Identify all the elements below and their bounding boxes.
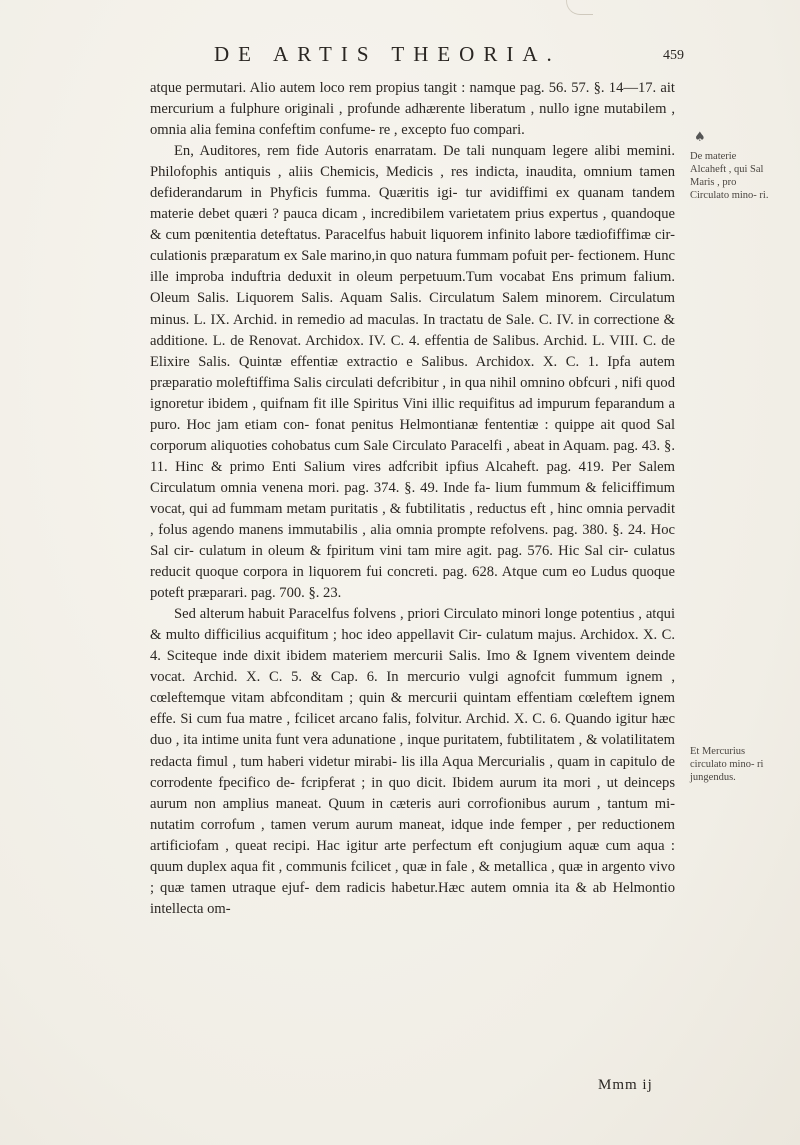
main-text: [150, 78, 675, 920]
running-head: DE ARTIS THEORIA.: [214, 42, 561, 66]
catchword-signature: Mmm ij: [598, 1077, 653, 1093]
paragraph-2: En, Auditores, rem fide Autoris enarratam. De tali nunquam legere alibi memini. Philofophis antiquis , aliis Chemicis, Medicis , res indicta, inaudita, omnium tamen defiderandarum in Phyficis fumma. Quæritis igi- tur avidiffimi ex quanam tandem materie debet quæri ? pauca dicam , incredibilem varietatem prius expertus , quandoque & cum pœnitentia deteftatus. Paracelfus habuit liquorem infinito labore tædiofiffimæ cir- culationis præparatum ex Sale marino,in quo natura fummam pofuit per- fectionem. Hunc ille improba induftria deduxit in oleum perpetuum.Tum vocabat Ens primum falium. Oleum Salis. Liquorem Salis. Aquam Salis. Circulatum Salem minorem. Circulatum minus. L. IX. Archid. in remedio ad maculas. In tractatu de Sale. C. IV. in correctione & additione. L. de Renovat. Archidox. IV. C. 4. effentia de Salibus. Archid. L. VIII. C. de Elixire Salis. Quintæ effentiæ extractio e Salibus. Archidox. X. C. 1. Ipfa autem præparatio moleftiffima Salis circulati defcribitur , in qua nihil omnino obfcuri , nifi quod ignoretur ibidem , quifnam fit ille Spiritus Vini illic requifitus ad impurum feparandum a puro. Hoc jam etiam con- fonat penitus Helmontianæ fententiæ : quippe ait quod Sal corporum aliquoties cohobatus cum Sale Circulato Paracelfi , abeat in Aquam. pag. 43. §. 11. Hinc & primo Enti Salium vires adfcribit ipfius Alcaheft. pag. 419. Per Salem Circulatum omnia venena mori. pag. 374. §. 49. Inde fa- lium fummum & feliciffimum vocat, qui ad fummam metam puritatis , & fubtilitatis , reductus eft , hinc omnia pervadit , folus agendo manens immutabilis , alia omnia prompte refolvens. pag. 380. §. 24. Hoc Sal cir- culatum in oleum & fpiritum vini tam mire agit. pag. 576. Hic Sal cir- culatus reducit quoque corpora in liquorem fui concreti. pag. 628. Atque cum eo Ludus quoque poteft præparari. pag. 700. §. 23.: [150, 143, 675, 602]
margin-mark: ♠: [694, 130, 706, 145]
page-number: 459: [663, 48, 684, 63]
margin-note-2: Et Mercurius circulato mino- ri jungendus.: [690, 746, 764, 783]
paragraph-1: atque permutari. Alio autem loco rem propius tangit : namque pag. 56. 57. §. 14—17. ait mercurium a fulphure originali , profunde adhærente liberatum , nullo igne mutabilem , omnia alia femina confeftim confume- re , excepto fuo compari.: [150, 80, 675, 139]
page-header: [214, 42, 684, 74]
margin-note-1: De materie Alcaheft , qui Sal Maris , pro Circulato mino- ri.: [690, 151, 769, 201]
paragraph-3: Sed alterum habuit Paracelfus folvens , priori Circulato minori longe potentius , atqui & multo difficilius acquifitum ; hoc ideo appellavit Cir- culatum majus. Archidox. X. C. 4. Sciteque inde dixit ibidem materiem mercurii Salis. Imo & Ignem viventem deinde vocat. Archid. X. C. 5. & Cap. 6. In mercurio vulgi agnofcit fummum ignem , cœleftemque vitam abfconditam ; quin & mercurii quintam effentiam cœleftem ignem effe. Si cum fua matre , fcilicet arcano falis, folvitur. Archid. X. C. 6. Quando igitur hæc duo , ita intime unita funt vera adunatione , inque puritatem, fubtilitatem , & volatilitatem redacta fimul , tum haberi videtur mirabi- lis illa Aqua Mercurialis , quam in capitulo de corrodente fpecifico de- fcripferat ; in quo dicit. Ibidem aurum ita mori , ut deinceps aurum non amplius maneat. Quum in cæteris auri corrofionibus aurum , tantum mi- nutatim corrofum , tamen verum aurum maneat, idque inde femper , per reductionem artificiofam , queat recipi. Hac igitur arte perfectum eft conjugium aquæ cum aqua : quum duplex aqua fit , communis fcilicet , quæ in fale , & metallica , quæ in argento vivo ; quæ tamen utraque ejuf- dem radicis habetur.Hæc autem omnia ita & ab Helmontio intellecta om-: [150, 606, 675, 917]
page-fold-mark: [566, 0, 593, 15]
